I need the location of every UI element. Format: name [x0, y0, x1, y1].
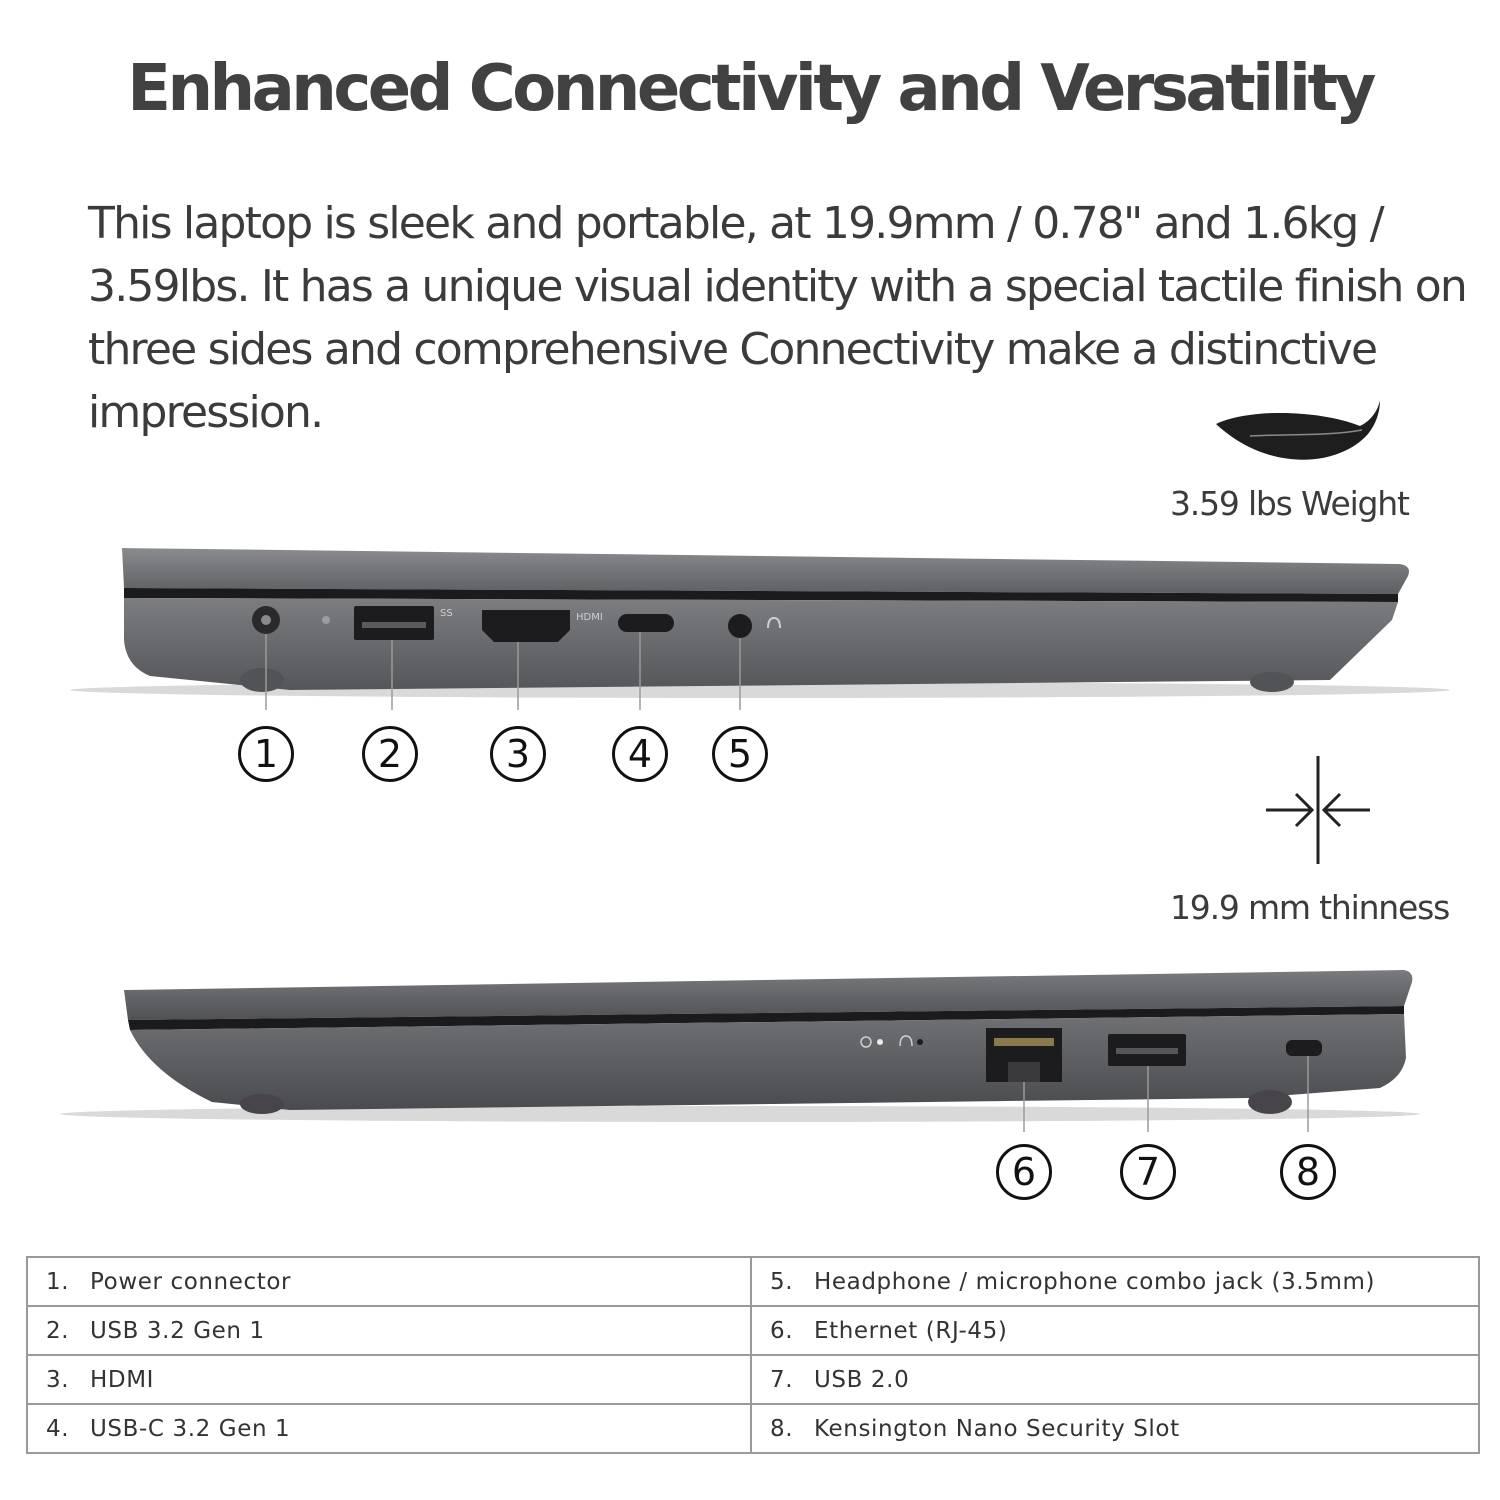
port-label: HDMI	[90, 1366, 155, 1393]
port-number: 8.	[770, 1415, 794, 1442]
table-row	[27, 1404, 1479, 1453]
table-cell	[751, 1257, 1479, 1306]
port-number: 7.	[770, 1366, 794, 1393]
port-number: 2.	[46, 1317, 70, 1344]
callout-5: 5	[712, 726, 768, 782]
port-label: Headphone / microphone combo jack (3.5mm)	[814, 1268, 1376, 1295]
audio-jack-port	[728, 614, 752, 638]
port-label: Ethernet (RJ-45)	[814, 1317, 1008, 1344]
table-cell	[751, 1306, 1479, 1355]
thinness-label: 19.9 mm thinness	[1170, 888, 1450, 927]
page-title: Enhanced Connectivity and Versatility	[127, 52, 1373, 126]
kensington-slot	[1286, 1040, 1322, 1056]
hdmi-port	[482, 610, 570, 642]
usb-2-port	[1108, 1034, 1186, 1066]
usb-3-port	[354, 606, 434, 640]
laptop-right-side-image	[0, 962, 1500, 1132]
port-number: 1.	[46, 1268, 70, 1295]
table-cell	[27, 1257, 751, 1306]
usb-c-port	[618, 614, 674, 632]
table-cell	[27, 1404, 751, 1453]
hdmi-marking: HDMI	[576, 612, 603, 623]
port-number: 3.	[46, 1366, 70, 1393]
weight-label: 3.59 lbs Weight	[1170, 484, 1409, 523]
callout-1: 1	[238, 726, 294, 782]
callout-8: 8	[1280, 1144, 1336, 1200]
table-row	[27, 1355, 1479, 1404]
callout-4: 4	[612, 726, 668, 782]
power-connector-port	[252, 606, 280, 634]
port-label: Kensington Nano Security Slot	[814, 1415, 1180, 1442]
laptop-left-side-image	[0, 540, 1500, 710]
table-cell	[751, 1355, 1479, 1404]
ethernet-port	[986, 1028, 1062, 1082]
table-cell	[751, 1404, 1479, 1453]
port-label: USB-C 3.2 Gen 1	[90, 1415, 291, 1442]
callout-3: 3	[490, 726, 546, 782]
thinness-arrows-icon	[1262, 756, 1374, 866]
leaf-icon	[1210, 396, 1390, 472]
table-cell	[27, 1355, 751, 1404]
callout-2: 2	[362, 726, 418, 782]
ports-table	[26, 1256, 1480, 1454]
port-number: 6.	[770, 1317, 794, 1344]
port-number: 5.	[770, 1268, 794, 1295]
table-row	[27, 1257, 1479, 1306]
port-label: Power connector	[90, 1268, 292, 1295]
port-number: 4.	[46, 1415, 70, 1442]
port-label: USB 2.0	[814, 1366, 910, 1393]
port-label: USB 3.2 Gen 1	[90, 1317, 265, 1344]
table-cell	[27, 1306, 751, 1355]
usb-3-marking: SS	[440, 608, 453, 619]
product-description: This laptop is sleek and portable, at 19.9mm / 0.78" and 1.6kg / 3.59lbs. It has a unique visual identity with a special tactile finish on three sides and comprehensive Connectivity make a distinctive impression.	[88, 198, 1466, 438]
callout-7: 7	[1120, 1144, 1176, 1200]
table-row	[27, 1306, 1479, 1355]
callout-6: 6	[996, 1144, 1052, 1200]
